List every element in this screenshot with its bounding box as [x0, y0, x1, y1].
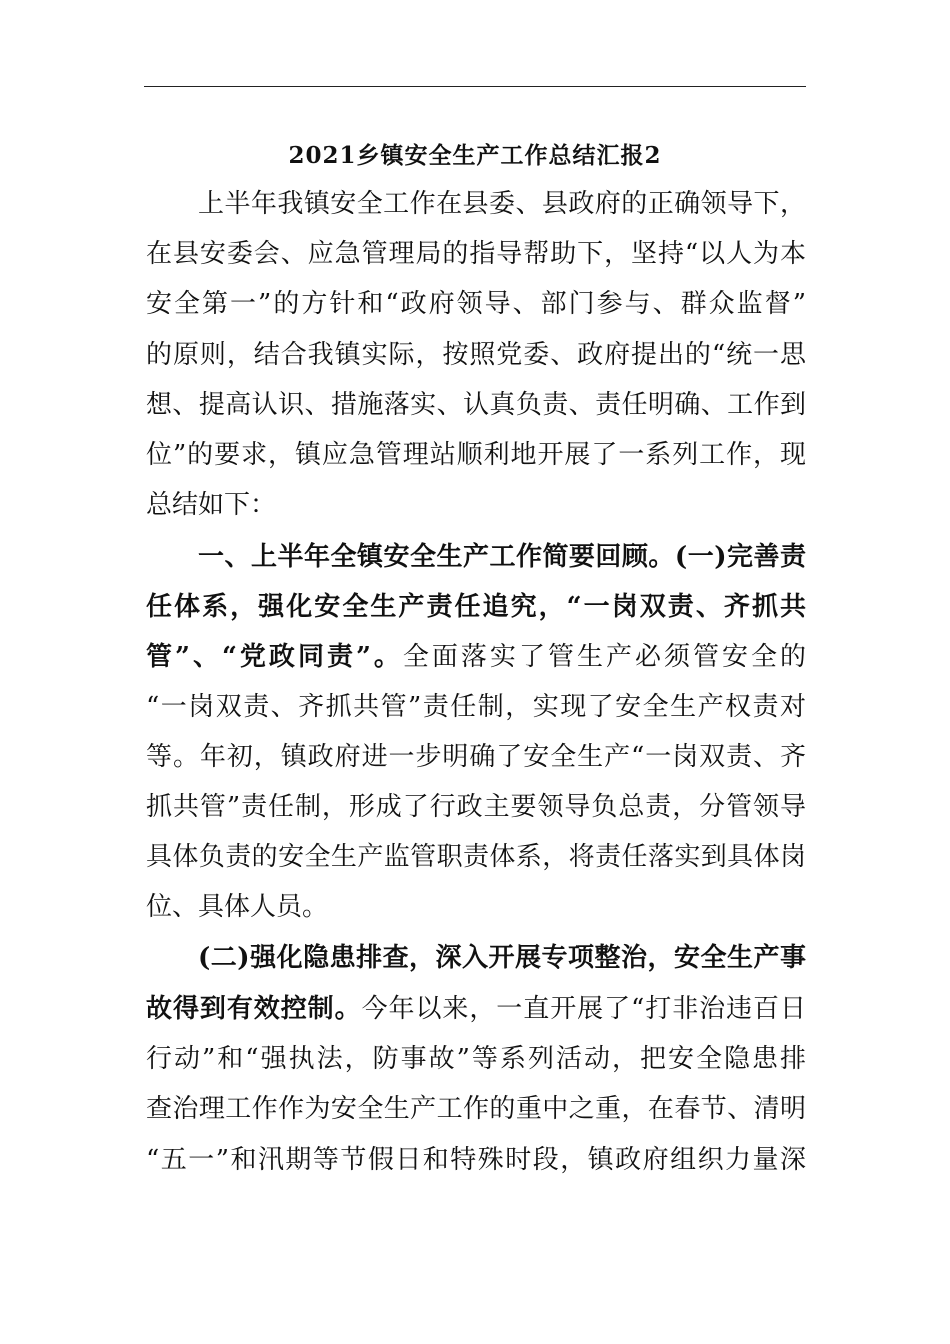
paragraph-1-line-3: 安全第一”的方针和“政府领导、部门参与、群众监督” [146, 289, 806, 319]
paragraph-3-line-2 [146, 989, 806, 1029]
paragraph-1-line-6: 位”的要求，镇应急管理站顺利地开展了一系列工作，现 [146, 440, 806, 470]
paragraph-2-line-3 [146, 637, 806, 677]
paragraph-3-line-5: “五一”和汛期等节假日和特殊时段，镇政府组织力量深 [146, 1145, 806, 1175]
paragraph-1-line-2: 在县安委会、应急管理局的指导帮助下，坚持“以人为本 [146, 239, 806, 269]
paragraph-2-heading-line-2: 任体系，强化安全生产责任追究，“一岗双责、齐抓共 [146, 592, 806, 622]
paragraph-3-heading-tail: 故得到有效控制。 [146, 994, 362, 1024]
paragraph-2-line-8: 位、具体人员。 [146, 892, 329, 922]
paragraph-1-line-1: 上半年我镇安全工作在县委、县政府的正确领导下， [198, 189, 806, 219]
paragraph-1-line-7: 总结如下： [146, 490, 277, 520]
paragraph-2-line-6: 抓共管”责任制，形成了行政主要领导负总责，分管领导 [146, 792, 806, 822]
document-title: 2021乡镇安全生产工作总结汇报2 [288, 142, 662, 169]
paragraph-3-line-4: 查治理工作作为安全生产工作的重中之重，在春节、清明 [146, 1094, 806, 1124]
paragraph-2-line-3-text: 全面落实了管生产必须管安全的 [402, 642, 806, 672]
paragraph-3-line-3: 行动”和“强执法，防事故”等系列活动，把安全隐患排 [146, 1044, 806, 1074]
paragraph-2-line-7: 具体负责的安全生产监管职责体系，将责任落实到具体岗 [146, 842, 806, 872]
paragraph-1-line-5: 想、提高认识、措施落实、认真负责、责任明确、工作到 [146, 390, 806, 420]
paragraph-3-line-2-text: 今年以来，一直开展了“打非治违百日 [361, 994, 806, 1024]
header-rule [144, 86, 806, 87]
paragraph-2-heading-tail: 管”、“党政同责”。 [146, 642, 403, 672]
paragraph-3-heading-line-1: (二)强化隐患排查，深入开展专项整治，安全生产事 [198, 943, 806, 973]
paragraph-2-heading-line-1: 一、上半年全镇安全生产工作简要回顾。(一)完善责 [198, 542, 806, 572]
paragraph-1-line-4: 的原则，结合我镇实际，按照党委、政府提出的“统一思 [146, 340, 806, 370]
paragraph-2-line-4: “一岗双责、齐抓共管”责任制，实现了安全生产权责对 [146, 692, 806, 722]
paragraph-2-line-5: 等。年初，镇政府进一步明确了安全生产“一岗双责、齐 [146, 742, 806, 772]
